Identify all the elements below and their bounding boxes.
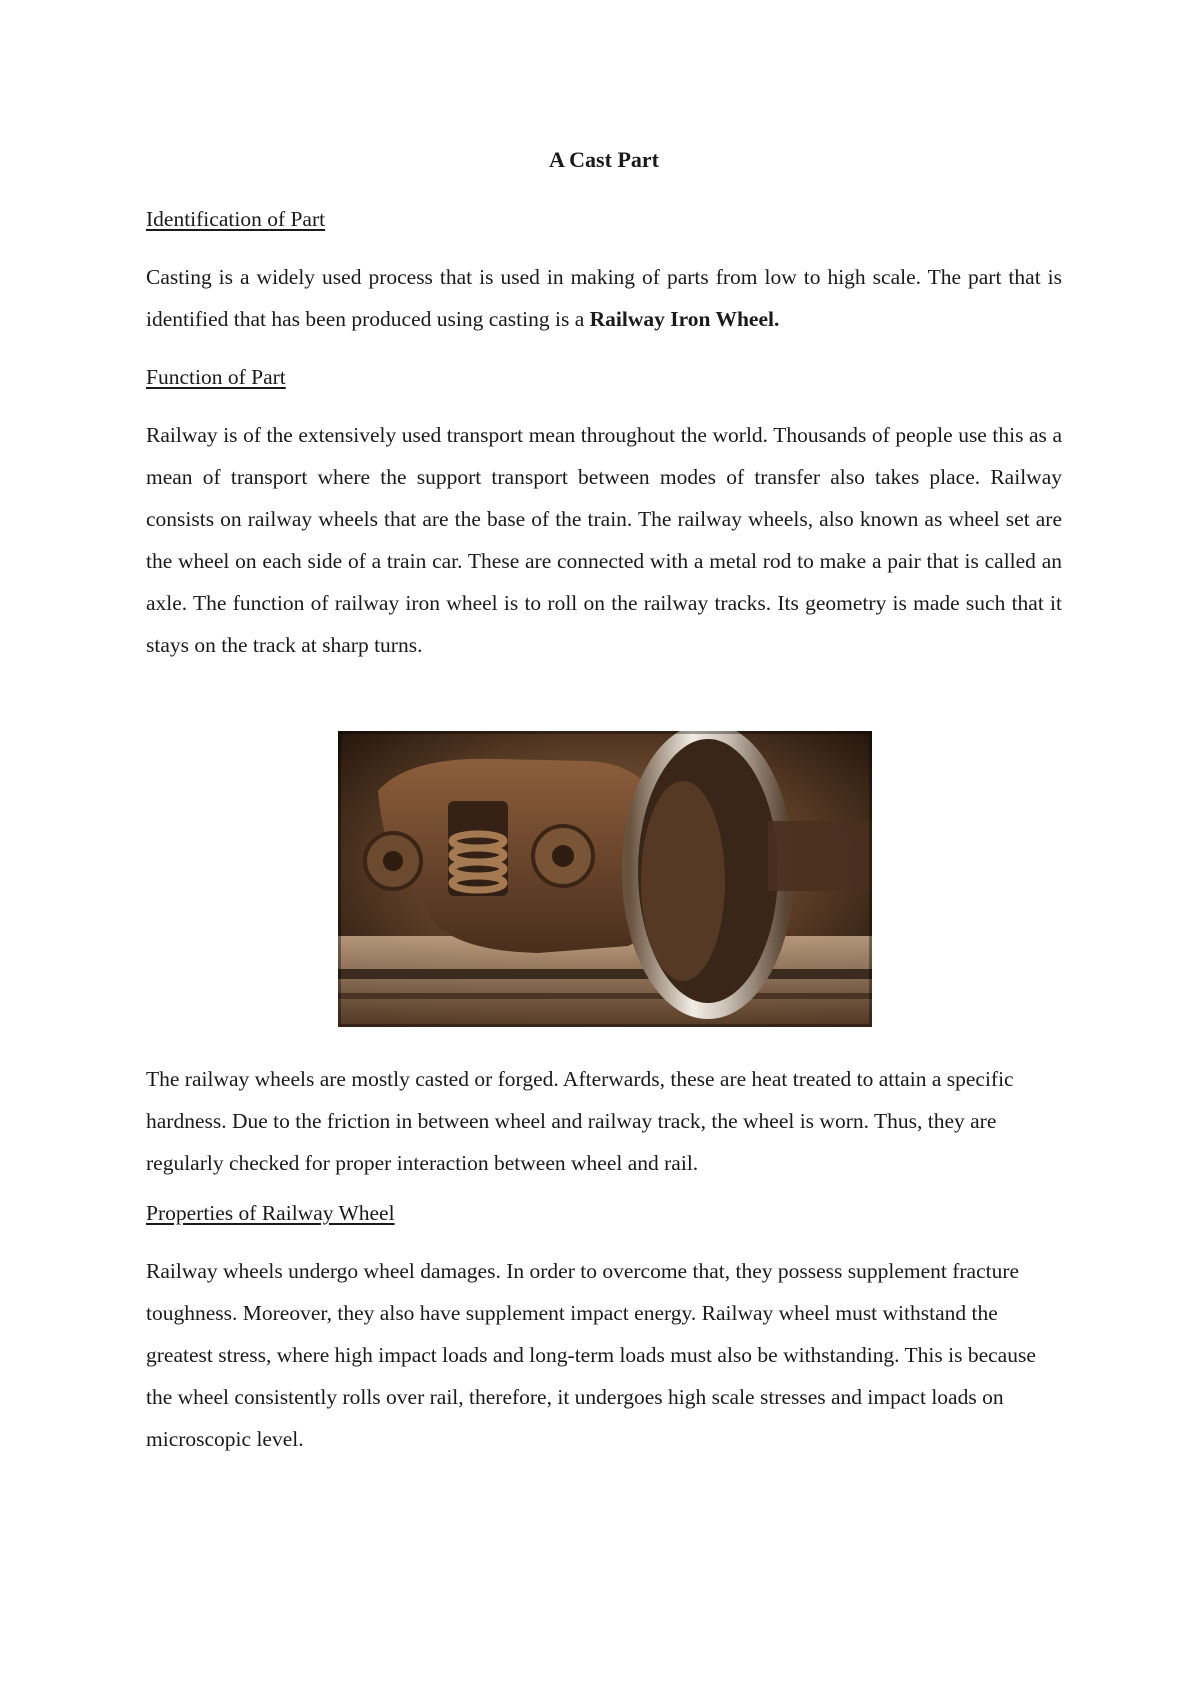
paragraph-function: Railway is of the extensively used transport mean throughout the world. Thousands of people use this as a mean of transport where the support transport between modes of transfer also takes place. Railway consists on railway wheels that are the base of the train. The railway wheels, also known as wheel set are the wheel on each side of a train car. These are connected with a metal rod to make a pair that is called an axle. The function of railway iron wheel is to roll on the railway tracks. Its geometry is made such that it stays on the track at sharp turns. (146, 423, 1062, 657)
paragraph-identification-period: . (773, 307, 780, 331)
heading-function-of-part: Function of Part (146, 365, 286, 389)
heading-identification-of-part: Identification of Part (146, 207, 326, 231)
heading-properties-of-railway-wheel: Properties of Railway Wheel (146, 1201, 395, 1225)
paragraph-identification-text: Casting is a widely used process that is used in making of parts from low to high scale. The part that is identified that has been produced using casting is a (146, 265, 1062, 331)
railway-wheel-photo (338, 731, 872, 1027)
document-title: A Cast Part (549, 147, 659, 172)
paragraph-identification (146, 256, 1062, 340)
photo-rail-lower (338, 993, 872, 999)
paragraph-casting-forging: The railway wheels are mostly casted or forged. Afterwards, these are heat treated to attain a specific hardness. Due to the friction in between wheel and railway track, the wheel is worn. Thus, they are regularly checked for proper interaction between wheel and rail. (146, 1067, 1014, 1175)
railway-iron-wheel-bold: Railway Iron Wheel (589, 307, 774, 331)
paragraph-properties: Railway wheels undergo wheel damages. In order to overcome that, they possess supplement fracture toughness. Moreover, they also have supplement impact energy. Railway wheel must withstand the greatest stress, where high impact loads and long-term loads must also be withstanding. This is because the wheel consistently rolls over rail, therefore, it undergoes high scale stresses and impact loads on microscopic level. (146, 1259, 1036, 1451)
railway-wheel-illustration (338, 731, 872, 1027)
photo-ground (338, 936, 872, 1027)
photo-axle (768, 821, 872, 891)
photo-rail (338, 969, 872, 979)
photo-wheel-hub (641, 781, 725, 981)
